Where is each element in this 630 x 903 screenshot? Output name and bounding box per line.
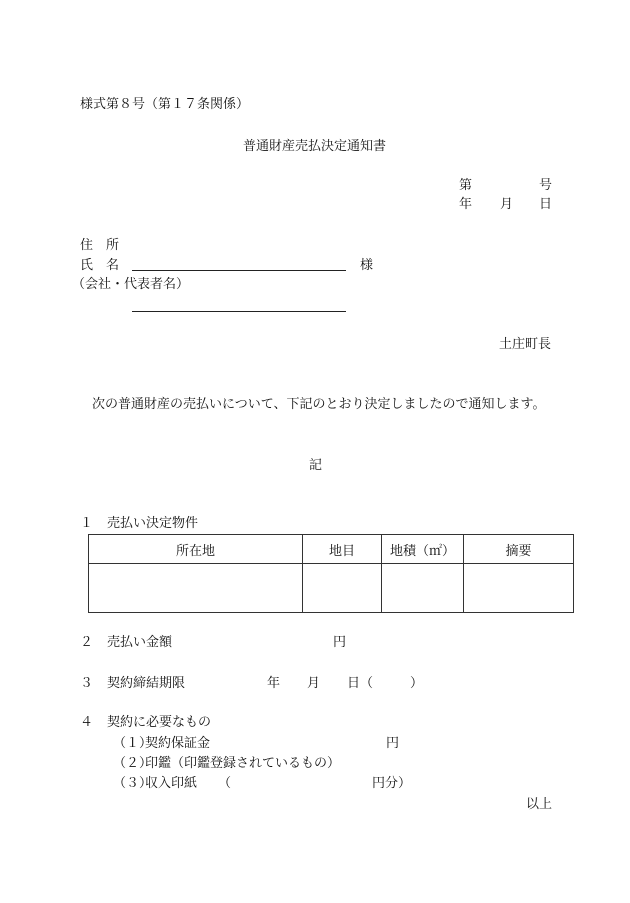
section3-year: 年: [267, 676, 281, 691]
closing-ijo: 以上: [526, 797, 553, 812]
company-label: （会社・代表者名）: [72, 277, 190, 292]
table-row: [89, 564, 574, 613]
property-table: [88, 534, 574, 613]
header-remarks: 摘要: [464, 535, 574, 564]
cell-location: [89, 564, 303, 613]
table-header-row: [89, 535, 574, 564]
address-label: 住 所: [80, 238, 120, 253]
company-underline: [132, 311, 346, 312]
item1-number: （１）: [113, 736, 153, 751]
header-area: 地積（㎡）: [382, 535, 464, 564]
item2-label: 印鑑（印鑑登録されているもの）: [145, 756, 341, 771]
date-year: 年: [459, 197, 473, 212]
form-number: 様式第８号（第１７条関係）: [80, 97, 250, 112]
item2-number: （２）: [113, 756, 153, 771]
section1-number: １: [80, 516, 94, 531]
section2-number: ２: [80, 635, 94, 650]
name-underline: [132, 270, 346, 271]
item3-open: （: [218, 776, 232, 791]
date-day: 日: [539, 197, 553, 212]
item3-number: （３）: [113, 776, 153, 791]
header-land-category: 地目: [303, 535, 382, 564]
cell-remarks: [464, 564, 574, 613]
doc-number-dai: 第: [459, 178, 473, 193]
honorific-sama: 様: [360, 258, 374, 273]
body-text: 次の普通財産の売払いについて、下記のとおり決定しましたので通知します。: [92, 397, 546, 412]
date-month: 月: [500, 197, 514, 212]
item3-label: 収入印紙: [145, 776, 198, 791]
section3-month: 月: [307, 676, 321, 691]
item1-suffix: 円: [386, 736, 400, 751]
doc-number-go: 号: [539, 178, 553, 193]
section4-label: 契約に必要なもの: [107, 715, 212, 730]
section3-day: 日（: [347, 676, 374, 691]
issuer: 土庄町長: [499, 337, 552, 352]
section3-close: ）: [410, 676, 424, 691]
section2-label: 売払い金額: [107, 635, 173, 650]
cell-land-category: [303, 564, 382, 613]
section4-number: ４: [80, 715, 94, 730]
cell-area: [382, 564, 464, 613]
header-location: 所在地: [89, 535, 303, 564]
section1-label: 売払い決定物件: [107, 516, 199, 531]
section3-label: 契約締結期限: [107, 676, 186, 691]
section2-unit: 円: [333, 635, 347, 650]
document-title: 普通財産売払決定通知書: [243, 139, 387, 154]
item1-label: 契約保証金: [145, 736, 211, 751]
name-label: 氏 名: [80, 258, 120, 273]
ki-heading: 記: [309, 458, 323, 473]
section3-number: ３: [80, 676, 94, 691]
item3-suffix: 円分）: [372, 776, 412, 791]
